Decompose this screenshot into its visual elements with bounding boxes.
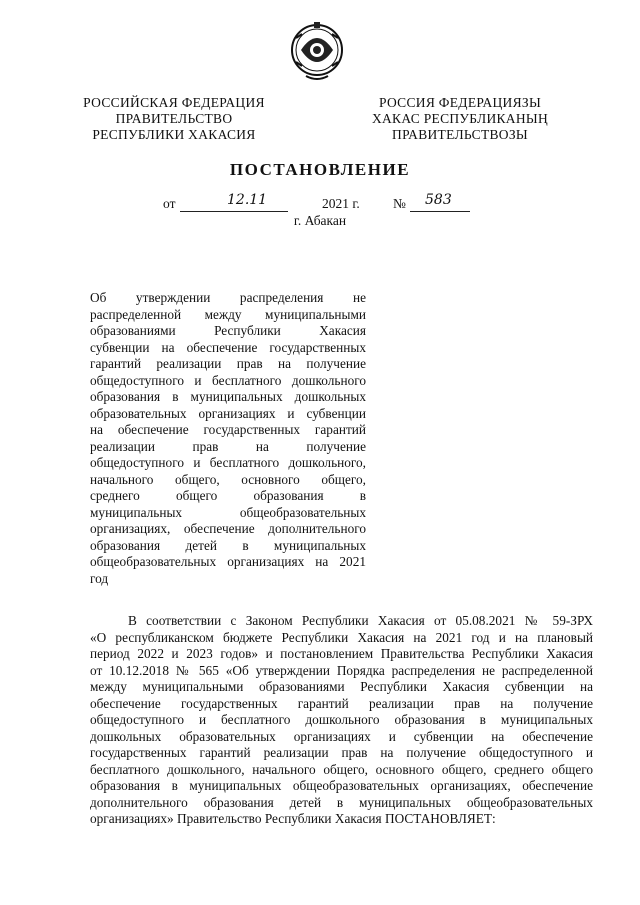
- document-title: ПОСТАНОВЛЕНИЕ: [229, 160, 411, 179]
- header-right: [368, 95, 552, 143]
- date-prefix: от: [163, 196, 176, 211]
- subject-line: реализации прав на получение: [90, 438, 366, 454]
- subject-line: Об утверждении распределения не: [90, 290, 366, 305]
- body-line: образования в муниципальных общеобразовательных организациях, обеспечение: [90, 778, 593, 793]
- body-line: организациях» Правительство Республики Хакасия ПОСТАНОВЛЯЕТ:: [90, 811, 496, 826]
- subject-line: гарантий реализации прав на получение: [90, 356, 366, 371]
- subject-line: год: [90, 570, 109, 586]
- year-label: 2021 г.: [322, 196, 360, 211]
- date-underline: [180, 211, 288, 212]
- number-underline: [410, 211, 470, 212]
- body-line: от 10.12.2018 № 565 «Об утверждении Порядка распределения не распределенной: [90, 662, 593, 678]
- number-sign: №: [393, 196, 406, 211]
- body-line: дошкольных образовательных организациях и субвенции на обеспечение: [90, 728, 593, 744]
- subject-line: общедоступного и бесплатного дошкольного: [90, 372, 366, 388]
- city-label: г. Абакан: [293, 213, 347, 228]
- subject-block: [90, 290, 366, 587]
- body-line: общедоступного и бесплатного дошкольного образования в муниципальных: [90, 712, 593, 727]
- header-left-line-1: РОССИЙСКАЯ ФЕДЕРАЦИЯ: [83, 95, 265, 110]
- subject-line: образованиями Республики Хакасия: [90, 323, 366, 338]
- handwritten-date: 12.11: [227, 192, 268, 208]
- subject-line: субвенции на обеспечение государственных: [90, 339, 366, 355]
- subject-line: организациях, обеспечение дополнительного: [90, 521, 366, 536]
- header-right-line-2: ХАКАС РЕСПУБЛИКАНЫҢ: [371, 111, 549, 126]
- subject-line: распределенной между муниципальными: [90, 306, 366, 322]
- body-line: государственных гарантий реализации прав на получение общедоступного и: [90, 745, 593, 760]
- header-right-line-3: ПРАВИТЕЛЬСТВОЗЫ: [392, 127, 528, 142]
- subject-line: образовательных организациях и субвенции: [90, 405, 366, 421]
- subject-line: на обеспечение государственных гарантий: [90, 422, 366, 437]
- header-left-line-3: РЕСПУБЛИКИ ХАКАСИЯ: [92, 127, 256, 142]
- body-line: В соответствии с Законом Республики Хакасия от 05.08.2021 № 59-ЗРХ: [128, 613, 593, 628]
- handwritten-number: 583: [425, 192, 452, 208]
- subject-line: начального общего, основного общего,: [90, 471, 366, 487]
- body-line: дополнительного образования детей в муниципальных общеобразовательных: [90, 794, 593, 810]
- body-line: период 2022 и 2023 годов» и постановлением Правительства Республики Хакасия: [90, 646, 593, 661]
- subject-line: общеобразовательных организациях на 2021: [90, 554, 366, 569]
- header-left-line-2: ПРАВИТЕЛЬСТВО: [115, 111, 233, 126]
- header-right-line-1: РОССИЯ ФЕДЕРАЦИЯЗЫ: [378, 95, 542, 110]
- subject-line: среднего общего образования в: [90, 488, 366, 503]
- coat-of-arms-icon: [288, 20, 346, 84]
- subject-line: образования в муниципальных дошкольных: [90, 389, 366, 404]
- subject-line: общедоступного и бесплатного дошкольного,: [90, 455, 366, 470]
- subject-line: образования детей в муниципальных: [90, 537, 366, 553]
- subject-line: муниципальных общеобразовательных: [90, 504, 366, 520]
- body-line: бесплатного дошкольного, начального общего, основного общего, среднего общего: [90, 761, 593, 777]
- body-line: между муниципальными образованиями Республики Хакасия субвенции на: [90, 679, 593, 694]
- body-line: обеспечение государственных гарантий реализации прав на получение: [90, 695, 593, 711]
- body-paragraph: [90, 613, 593, 828]
- body-line: «О республиканском бюджете Республики Хакасия на 2021 год и на плановый: [90, 629, 593, 645]
- header-left: [82, 95, 266, 143]
